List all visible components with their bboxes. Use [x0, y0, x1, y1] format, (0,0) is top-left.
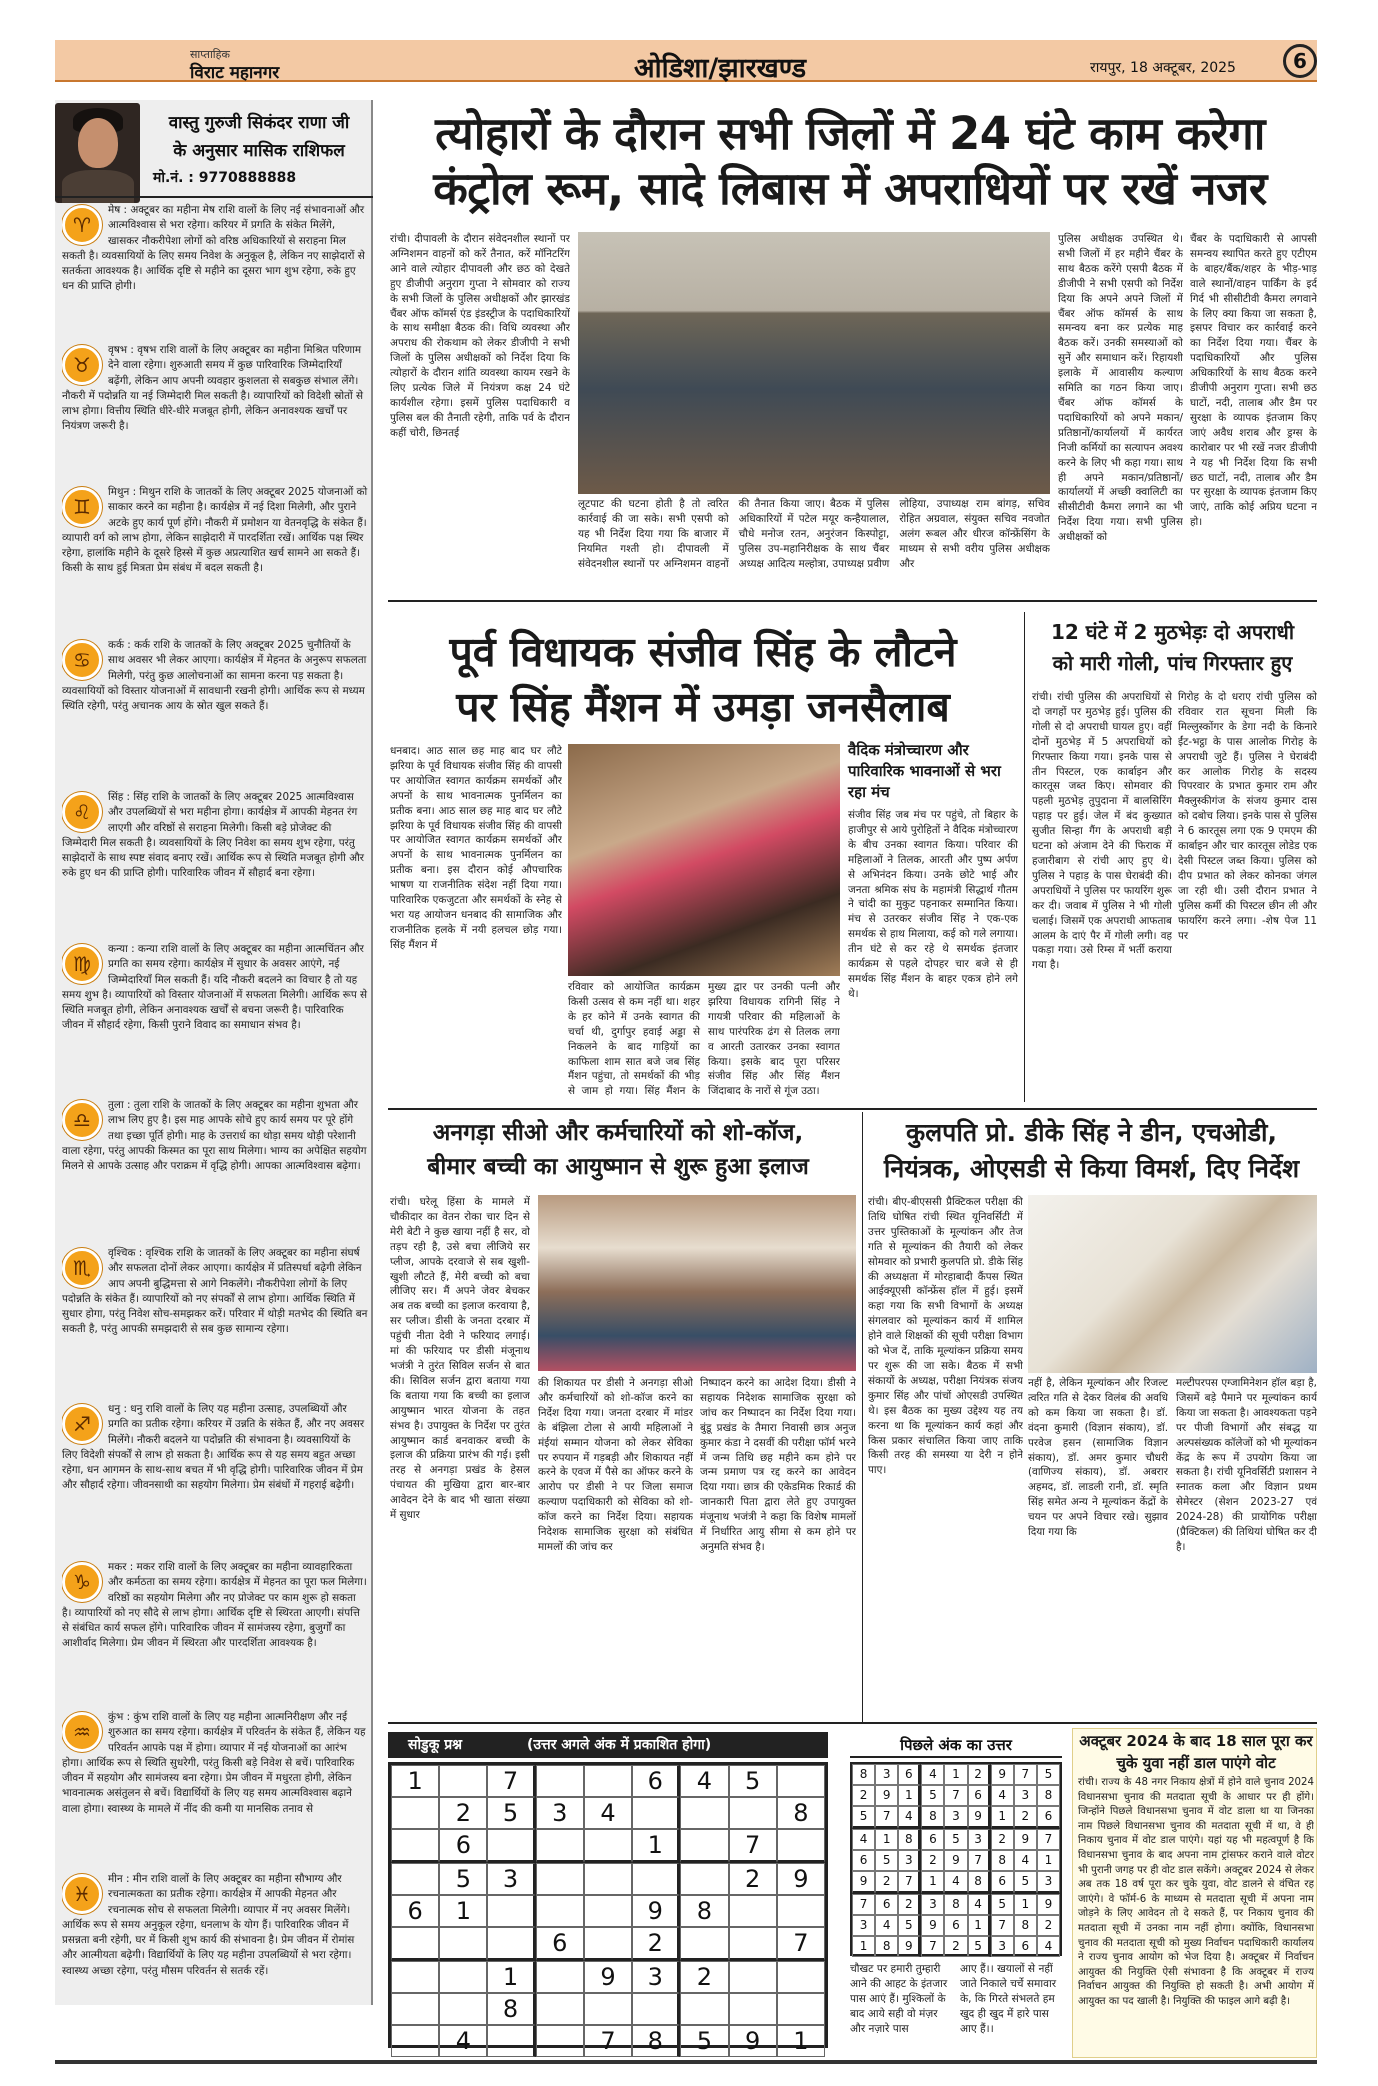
sudoku-cell [584, 1895, 632, 1927]
sign-aries [62, 203, 368, 331]
answer-cell: 6 [875, 1894, 898, 1915]
answer-cell: 5 [991, 1894, 1014, 1915]
story2-headline-line1: पूर्व विधायक संजीव सिंह के लौटने [449, 628, 957, 676]
sign-text: वृश्चिक : वृश्चिक राशि के जातकों के लिए अक्टूबर का महीना संघर्ष और सफलता दोनों लेकर आएगा। कार्यक्षेत्र में प्रतिस्पर्धा बढ़ेगी लेकिन आप अपनी बुद्धिमत्ता से आगे निकलेंगे। नौकरीपेशा लोगों के लिए पदोन्नति के संकेत हैं। व्यापारियों को नए संपर्कों से लाभ होगा। आर्थिक स्थिति में सुधार होगा, परंतु निवेश सोच-समझकर करें। परिवार में थोड़ी मतभेद की स्थिति बन सकती है, परंतु आपकी समझदारी से सब कुछ सामान्य रहेगा। [62, 1247, 368, 1336]
story4-headline-line2: बीमार बच्ची का आयुष्मान से शुरू हुआ इलाज [427, 1154, 809, 1180]
answer-cell: 8 [944, 1894, 967, 1915]
sudoku-cell: 5 [680, 2025, 728, 2057]
answer-cell: 7 [944, 1785, 967, 1806]
answer-cell: 1 [921, 1871, 944, 1894]
answer-cell: 1 [852, 1936, 875, 1957]
story1-under-photo: लूटपाट की घटना होती है तो त्वरित कार्रवाई की जा सके। सभी एसपी को यह भी निर्देश दिया गया कि बाजार में नियमित गश्ती हो। दीपावली में संवेदनशील स्थानों पर अग्निशमन वाहनों की तैनात किया जाए। बैठक में पुलिस अधिकारियों में पटेल मयूर कन्हैयालाल, चौधे मनोज रतन, अनुरंजन किस्पोट्टा, पुलिस उप-महानिरीक्षक के साथ चैंबर अध्यक्ष आदित्य मल्होत्रा, उपाध्यक्ष प्रवीण लोहिया, उपाध्यक्ष राम बांगड़, सचिव रोहित अग्रवाल, संयुक्त सचिव नवजोत अलंग रूबल और धीरज कॉन्फ्रेंसिंग के माध्यम से सभी वरीय पुलिस अधीक्षक और [578, 498, 1050, 570]
answer-cell: 5 [921, 1785, 944, 1806]
answer-cell: 4 [944, 1871, 967, 1894]
sudoku-grid [388, 1762, 828, 2055]
sudoku-cell [536, 2025, 584, 2057]
story3-column2: गिरोह के दो धराए रांची पुलिस को रविवार रात सूचना मिली कि मिल्लुस्कोंगर के डेगा नदी के किनारे ईंट-भट्ठा के पास आलोक गिरोह के अपराधी जुटे हैं। पुलिस ने घेराबंदी कर आलोक गिरोह के सदस्य पिपरवार के प्रभात कुमार राम और मैक्लुस्कीगंज के संजय कुमार दास को दबोच लिया। इनके पास से पुलिस ने 6 कारतूस लगा एक 9 एमएम की कार्बाइन और चार कारतूस लोडेड एक देसी पिस्टल जब्त किया। पुलिस को दीप प्रभात को लेकर कोनका जंगल जा रही थी। उसी दौरान प्रभात ने पुलिस कर्मी की पिस्टल छीन ली और फायरिंग करने लगा। -शेष पेज 11 पर [1178, 691, 1317, 942]
answer-cell: 9 [991, 1764, 1014, 1785]
answer-cell: 4 [921, 1764, 944, 1785]
sudoku-cell [680, 1927, 728, 1961]
answer-cell: 4 [991, 1785, 1014, 1806]
story4-photo [538, 1195, 856, 1371]
sudoku-cell: 3 [487, 1863, 535, 1895]
story1-photo [578, 232, 1050, 494]
sudoku-cell: 7 [729, 1829, 777, 1863]
sudoku-cell: 6 [439, 1829, 487, 1863]
answer-cell: 9 [968, 1806, 991, 1829]
taurus-icon: ♉ [62, 345, 102, 385]
sudoku-cell: 5 [439, 1863, 487, 1895]
sudoku-header [388, 1732, 828, 1758]
answer-cell: 7 [991, 1915, 1014, 1936]
sudoku-cell: 7 [777, 1927, 825, 1961]
sudoku-cell [680, 1797, 728, 1829]
sudoku-cell [777, 1895, 825, 1927]
sudoku-cell [777, 1765, 825, 1797]
answer-cell: 7 [968, 1850, 991, 1871]
divider [55, 196, 373, 198]
divider [388, 600, 1317, 602]
answer-cell: 9 [944, 1850, 967, 1871]
sign-cancer [62, 638, 368, 760]
story3-headline-line1: 12 घंटे में 2 मुठभेड़ः दो अपराधी [1050, 620, 1295, 644]
sudoku-cell [536, 1961, 584, 1993]
sudoku-cell: 3 [632, 1961, 680, 1993]
answer-cell: 4 [1037, 1936, 1060, 1957]
sudoku-cell [729, 1961, 777, 1993]
sudoku-cell: 7 [584, 2025, 632, 2057]
story2-under-photo: रविवार को आयोजित कार्यक्रम किसी उत्सव से कम नहीं था। शहर के हर कोने में उनके स्वागत की चर्चा थी, दुर्गापुर हवाई अड्डा से निकलने के बाद गाड़ियों का काफिला शाम सात बजे जब सिंह मैंशन पहुंचा, तो समर्थकों की भीड़ से जाम हो गया। सिंह मैंशन के मुख्य द्वार पर उनकी पत्नी और झरिया विधायक रागिनी सिंह ने गायत्री परिवार की महिलाओं के साथ पारंपरिक ढंग से तिलक लगा व आरती उतारकर उनका स्वागत किया। इसके बाद पूरा परिसर संजीव सिंह और सिंह मैंशन जिंदाबाद के नारों से गूंज उठा। [568, 981, 840, 1098]
sudoku-cell [536, 1829, 584, 1863]
guru-mobile: मो.नं. : 9770888888 [153, 170, 297, 186]
answer-cell: 8 [852, 1764, 875, 1785]
sign-text: कुंभ : कुंभ राशि वालों के लिए यह महीना आत्मनिरीक्षण और नई शुरुआत का समय रहेगा। कार्यक्षेत्र में परिवर्तन के संकेत हैं, लेकिन यह परिवर्तन आपके पक्ष में होगा। व्यापार में नई योजनाओं का आरंभ होगा। आर्थिक रूप से स्थिति सुधरेगी, परंतु किसी बड़े निवेश से बचें। पारिवारिक जीवन में सहयोग और सामंजस्य बना रहेगा। प्रेम जीवन में मधुरता होगी, लेकिन भावनात्मक असंतुलन से बचें। विद्यार्थियों के लिए यह समय आत्मविश्वास बढ़ाने वाला होगा। स्वास्थ्य के मामले में नींद की कमी या मानसिक तनाव से [62, 1711, 366, 1815]
sudoku-cell: 6 [536, 1927, 584, 1961]
story3-column1: रांची। रांची पुलिस की अपराधियों से दो जगहों पर मुठभेड़ हुई। पुलिस की गोली से दो अपराधी घायल हुए। वहीं दोनों मुठभेड़ में 5 अपराधियों को गिरफ्तार किया गया। इनके पास से तीन पिस्टल, एक कार्बाइन और कारतूस जब्त किए। सोमवार की पहली मुठभेड़ तुपुदाना में बालसिरिंग पहाड़ पर हुई। जेल में बंद कुख्यात सुजीत सिन्हा गैंग के अपराधी बड़ी घटना को अंजाम देने की फिराक में हजारीबाग से रांची आए हुए थे। पुलिस ने पहाड़ के पास घेराबंदी की। अपराधियों ने पुलिस पर फायरिंग शुरू कर दी। जवाब में पुलिस ने भी गोली चलाई। जिसमें एक अपराधी आफताब आलम के दाएं पैर में गोली लगी। वह पकड़ा गया। उसे रिम्स में भर्ती कराया गया है। [1032, 691, 1172, 972]
sign-scorpio [62, 1246, 368, 1386]
poem-right: आए हैं।। खयालों से नहीं जाते निकाले चर्चे समावार के, कि गिरते संभलते हम खुद ही खुद में हारे पास आए हैं।। [960, 1963, 1057, 2035]
sudoku-cell: 6 [391, 1895, 439, 1927]
sudoku-cell: 5 [729, 1765, 777, 1797]
answer-cell: 3 [1014, 1785, 1037, 1806]
sudoku-cell [487, 1927, 535, 1961]
answer-cell: 3 [1037, 1871, 1060, 1894]
answer-cell: 7 [898, 1871, 921, 1894]
answer-cell: 8 [1014, 1915, 1037, 1936]
sudoku-cell [439, 1765, 487, 1797]
story1-headline-line1: त्योहारों के दौरान सभी जिलों में 24 घंटे काम करेगा [435, 107, 1265, 160]
sign-text: कन्या : कन्या राशि वालों के लिए अक्टूबर का महीना आत्मचिंतन और प्रगति का समय रहेगा। कार्यक्षेत्र में सुधार के अवसर आएंगे, नई जिम्मेदारियाँ मिल सकती हैं। यदि नौकरी बदलने का विचार है तो यह समय शुभ है। व्यापारियों को विस्तार योजनाओं में सफलता मिलेगी। आर्थिक रूप से स्थिति मजबूत होगी, लेकिन अनावश्यक खर्चों से बचना जरूरी है। पारिवारिक जीवन में सौहार्द रहेगा, किसी पुराने विवाद का समाधान संभव है। [62, 943, 368, 1032]
story1-column1: रांची। दीपावली के दौरान संवेदनशील स्थानों पर अग्निशमन वाहनों को करें तैनात, करें मॉनिटरिंग आने वाले त्योहार दीपावली और छठ को देखते हुए डीजीपी अनुराग गुप्ता ने सोमवार को राज्य के सभी जिलों के पुलिस अधीक्षकों और झारखंड चैंबर ऑफ कॉमर्स एंड इंडस्ट्रीज के पदाधिकारियों के साथ समीक्षा बैठक की। विधि व्यवस्था और अपराध की रोकथाम को लेकर डीजीपी ने सभी जिलों के पुलिस अधीक्षकों को निर्देश दिया कि त्योहारों के दौरान शांति व्यवस्था कायम रखने के लिए प्रत्येक जिले में नियंत्रण कक्ष 24 घंटे कार्यशील रहेगा। इसमें पुलिस पदाधिकारी व पुलिस बल की तैनाती रहेगी, ताकि पर्व के दौरान कहीं चोरी, छिनतई [390, 233, 570, 439]
answer-cell: 1 [898, 1785, 921, 1806]
story5-column1: रांची। बीए-बीएससी प्रैक्टिकल परीक्षा की तिथि घोषित रांची स्थित यूनिवर्सिटी में उत्तर पुस्तिकाओं के मूल्यांकन और तेज गति से मूल्यांकन की तैयारी को लेकर सोमवार को प्रभारी कुलपति प्रो. डीके सिंह की अध्यक्षता में मोरहाबादी कैंपस स्थित आईक्यूएसी कॉन्फ्रेंस हॉल में हुई। इसमें कहा गया कि सभी विभागों के अध्यक्ष संगलवार को मूल्यांकन कार्य में शामिल होने वाले शिक्षकों की सूची परीक्षा विभाग को भेज दें, ताकि मूल्यांकन प्रक्रिया समय पर शुरू की जा सके। बैठक में सभी संकायों के अध्यक्ष, परीक्षा नियंत्रक संजय कुमार सिंह और पांचों ओएसडी उपस्थित थे। इस बैठक का मुख्य उद्देश्य यह तय करना था कि मूल्यांकन कार्य कहां और किस प्रकार संचालित किया जाए ताकि किसी तरह की समस्या या देरी न होने पाए। [868, 1196, 1023, 1477]
sudoku-cell: 8 [777, 1797, 825, 1829]
answer-cell: 9 [875, 1785, 898, 1806]
sudoku-cell [680, 1829, 728, 1863]
divider-vertical [862, 1112, 863, 1722]
answer-cell: 7 [921, 1936, 944, 1957]
answer-cell: 4 [852, 1829, 875, 1850]
answer-cell: 2 [1014, 1806, 1037, 1829]
sudoku-cell: 1 [777, 2025, 825, 2057]
sudoku-cell [439, 1993, 487, 2025]
sign-libra [62, 1098, 368, 1228]
sudoku-cell: 1 [487, 1961, 535, 1993]
sagittarius-icon: ♐ [62, 1404, 102, 1444]
poem-left: चौखट पर हमारी तुम्हारी आने की आहट के इंतजार पास आएं हैं। मुश्किलों के बाद आये सही वो मंज़र और नज़ारे पास [850, 1963, 948, 2035]
sudoku-cell [536, 1765, 584, 1797]
sudoku-cell [584, 1829, 632, 1863]
answer-cell: 8 [991, 1850, 1014, 1871]
answer-cell: 2 [852, 1785, 875, 1806]
bottom-rule [55, 2060, 1317, 2064]
sudoku-cell [680, 1863, 728, 1895]
story4-column3: निष्पादन करने का आदेश दिया। डीसी ने सहायक निदेशक सामाजिक सुरक्षा को जांच कर निष्पादन का निर्देश दिया गया। बुंडू प्रखंड के तैमारा निवासी छात्र अनुज कुमार कंडा ने दसवीं की परीक्षा फॉर्म भरने में जन्म तिथि छह महीने कम होने पर जन्म प्रमाण पत्र रद्द करने का आवेदन दिया गया। छात्र की एकेडमिक रिकार्ड की जानकारी पिता द्वारा लेते हुए उपायुक्त मंजूनाथ भजंत्री ने कहा कि विशेष मामलों में निर्धारित आयु सीमा से कम होने पर अनुमति संभव है। [700, 1377, 856, 1553]
sudoku-cell [584, 1927, 632, 1961]
sudoku-cell [584, 1765, 632, 1797]
sign-capricorn [62, 1560, 368, 1700]
aries-icon: ♈ [62, 205, 102, 245]
answer-cell: 9 [1014, 1829, 1037, 1850]
sudoku-cell [536, 1895, 584, 1927]
answer-cell: 4 [898, 1806, 921, 1829]
answer-cell: 1 [944, 1764, 967, 1785]
answer-cell: 8 [1037, 1785, 1060, 1806]
answer-cell: 7 [875, 1806, 898, 1829]
story4-headline-line1: अनगड़ा सीओ और कर्मचारियों को शो-कॉज, [432, 1120, 804, 1146]
sign-taurus [62, 343, 368, 477]
sudoku-cell [777, 1961, 825, 1993]
answer-cell: 5 [968, 1936, 991, 1957]
answer-cell: 4 [875, 1915, 898, 1936]
answer-cell: 1 [1037, 1850, 1060, 1871]
answer-cell: 5 [1014, 1871, 1037, 1894]
answer-cell: 9 [921, 1915, 944, 1936]
sign-virgo [62, 942, 368, 1092]
answer-cell: 4 [968, 1894, 991, 1915]
answer-cell: 7 [852, 1894, 875, 1915]
issue-date: रायपुर, 18 अक्टूबर, 2025 [1090, 60, 1236, 76]
sudoku-cell: 2 [680, 1961, 728, 1993]
aquarius-icon: ♒ [62, 1712, 102, 1752]
sudoku-cell [487, 1829, 535, 1863]
sudoku-cell: 5 [487, 1797, 535, 1829]
story6-body: रांची। राज्य के 48 नगर निकाय क्षेत्रों में होने वाले चुनाव 2024 विधानसभा चुनाव की मतदाता सूची के आधार पर ही होंगे। जिन्होंने पिछले विधानसभा चुनाव में वोट डाला था या जिनका नाम पिछले विधानसभा चुनाव की मतदाता सूची में था, वे ही निकाय चुनाव में वोट डाल पाएंगे। यहां यह भी महत्वपूर्ण है कि विधानसभा चुनाव के बाद अपना नाम ट्रांसफर कराने वाले वोटर भी पुरानी जगह पर ही वोट डाल सकेंगे। अक्टूबर 2024 से लेकर अब तक 18 वर्ष पूरा कर चुके युवा, वोट डालने से वंचित रह जाएंगे। वे फॉर्म-6 के माध्यम से मतदाता सूची में अपना नाम जोड़ने के लिए आवेदन तो दे सकते हैं, पर निकाय चुनाव की मतदाता सूची में उनका नाम नहीं होगा। क्योंकि, विधानसभा चुनाव की मतदाता सूची को मुख्य निर्वाचन पदाधिकारी कार्यालय ने राज्य चुनाव आयोग को भेज दिया है। अक्टूबर में निर्वाचन आयुक्त की नियुक्ति ऐसी संभावना है कि अक्टूबर में राज्य निर्वाचन आयुक्त की नियुक्ति हो सकती है। अभी आयोग में आयुक्त का पद खाली है। नियुक्ति की फाइल आगे बढ़ी है। [1078, 1777, 1314, 2007]
story2-headline-line2: पर सिंह मैंशन में उमड़ा जनसैलाब [456, 683, 950, 731]
sign-text: मिथुन : मिथुन राशि के जातकों के लिए अक्टूबर 2025 योजनाओं को साकार करने का महीना है। कार्यक्षेत्र में नई दिशा मिलेगी, और पुराने अटके हुए कार्य पूर्ण होंगे। नौकरी में प्रमोशन या वेतनवृद्धि के संकेत हैं। व्यापारी वर्ग को लाभ होगा, लेकिन साझेदारी में पारदर्शिता रखें। आर्थिक पक्ष स्थिर रहेगा, हालांकि महीने के दूसरे हिस्से में कुछ अप्रत्याशित खर्च सामने आ सकते हैं। किसी के साथ हुई मित्रता प्रेम संबंध में बदल सकती है। [62, 486, 368, 575]
answer-cell: 6 [968, 1785, 991, 1806]
sign-pisces [62, 1872, 368, 2002]
answer-cell: 2 [991, 1829, 1014, 1850]
answer-cell: 8 [968, 1871, 991, 1894]
guru-photo-shirt [62, 170, 134, 203]
story1-column1-cont [390, 497, 570, 592]
sudoku-cell [391, 1993, 439, 2025]
answer-cell: 2 [944, 1936, 967, 1957]
answer-cell: 5 [875, 1850, 898, 1871]
virgo-icon: ♍ [62, 944, 102, 984]
sudoku-cell: 4 [439, 2025, 487, 2057]
story2-subhead: वैदिक मंत्रोच्चारण और पारिवारिक भावनाओं से भरा रहा मंच [848, 741, 1001, 801]
masthead-label: साप्ताहिक [190, 48, 230, 61]
answer-cell: 5 [852, 1806, 875, 1829]
answer-cell: 6 [921, 1829, 944, 1850]
sudoku-cell [391, 1961, 439, 1993]
answer-cell: 2 [875, 1871, 898, 1894]
answer-cell: 2 [898, 1894, 921, 1915]
sign-aquarius [62, 1710, 368, 1862]
sudoku-title: सोडुकू प्रश्न [408, 1737, 463, 1753]
guru-name: वास्तु गुरुजी सिकंदर राणा जी [168, 113, 350, 133]
sudoku-cell: 4 [680, 1765, 728, 1797]
answer-cell: 5 [1037, 1764, 1060, 1785]
answer-cell: 1 [968, 1915, 991, 1936]
sudoku-cell: 8 [487, 1993, 535, 2025]
sign-sagittarius [62, 1402, 368, 1550]
sudoku-cell [632, 1863, 680, 1895]
pisces-icon: ♓ [62, 1874, 102, 1914]
sign-text: मकर : मकर राशि वालों के लिए अक्टूबर का महीना व्यावहारिकता और कर्मठता का समय रहेगा। कार्यक्षेत्र में मेहनत का पूरा फल मिलेगा। वरिष्ठों का सहयोग मिलेगा और नए प्रोजेक्ट पर काम शुरू हो सकता है। व्यापारियों को नए सौदे से लाभ होगा। आर्थिक दृष्टि से स्थिरता आएगी। संपत्ति से संबंधित कार्य सफल होंगे। पारिवारिक जीवन में सामंजस्य रहेगा, बुजुर्गों का आशीर्वाद मिलेगा। प्रेम जीवन में स्थिरता और पारदर्शिता आवश्यक है। [62, 1561, 367, 1650]
sudoku-cell [680, 1993, 728, 2025]
answer-cell: 1 [1014, 1894, 1037, 1915]
answer-cell: 8 [898, 1829, 921, 1850]
leo-icon: ♌ [62, 792, 102, 832]
guru-photo-face [78, 118, 118, 168]
sudoku-cell: 3 [536, 1797, 584, 1829]
scorpio-icon: ♏ [62, 1248, 102, 1288]
story4-column2: की शिकायत पर डीसी ने अनगड़ा सीओ और कर्मचारियों को शो-कॉज करने का निर्देश दिया गया। जनता दरबार में मांडर के बंझिला टोला से आयी महिलाओं ने मंईयां सम्मान योजना को लेकर सेविका पर रुपयान में गड़बड़ी और शिकायत नहीं करने के एवज में पैसे का ऑफर करने के आरोप पर डीसी ने पर जिला समाज कल्याण पदाधिकारी को सेविका को शो-कॉज करने का निर्देश दिया। सहायक निदेशक सामाजिक सुरक्षा को संबंधित मामलों की जांच कर [538, 1377, 693, 1553]
sudoku-cell: 9 [777, 1863, 825, 1895]
answer-cell: 5 [898, 1915, 921, 1936]
answer-cell: 4 [1014, 1850, 1037, 1871]
sign-text: कर्क : कर्क राशि के जातकों के लिए अक्टूबर 2025 चुनौतियों के साथ अवसर भी लेकर आएगा। कार्यक्षेत्र में मेहनत के अनुरूप सफलता मिलेगी, परंतु कुछ आलोचनाओं का सामना करना पड़ सकता है। व्यवसायियों को विस्तार योजनाओं में सावधानी रखनी होगी। आर्थिक रूप से मध्यम स्थिति रहेगी, परंतु अचानक आय के स्रोत खुल सकते हैं। [62, 639, 367, 713]
answer-cell: 2 [921, 1850, 944, 1871]
answer-cell: 9 [852, 1871, 875, 1894]
answer-cell: 1 [991, 1806, 1014, 1829]
answer-cell: 6 [1037, 1806, 1060, 1829]
answer-cell: 3 [991, 1936, 1014, 1957]
sign-text: सिंह : सिंह राशि के जातकों के लिए अक्टूबर 2025 आत्मविश्वास और उपलब्धियों से भरा महीना होगा। कार्यक्षेत्र में आपकी मेहनत रंग लाएगी और वरिष्ठों से सराहना मिलेगी। किसी बड़े प्रोजेक्ट की जिम्मेदारी मिल सकती है। व्यवसायियों के लिए निवेश का समय शुभ रहेगा, परंतु साझेदारों के साथ स्पष्ट संवाद बनाए रखें। आर्थिक रूप से स्थिति मजबूत होगी और रुके हुए धन की प्राप्ति होगी। पारिवारिक जीवन में सौहार्द बना रहेगा। [62, 791, 364, 880]
story2-photo [568, 744, 840, 976]
sudoku-cell [632, 1993, 680, 2025]
section-title: ओडिशा/झारखण्ड [633, 53, 807, 84]
story5-photo [1028, 1195, 1317, 1373]
answer-cell: 6 [991, 1871, 1014, 1894]
sign-leo [62, 790, 368, 930]
sudoku-note: (उत्तर अगले अंक में प्रकाशित होगा) [526, 1737, 712, 1753]
sudoku-cell [584, 1993, 632, 2025]
sudoku-cell [439, 1927, 487, 1961]
answer-cell: 2 [968, 1764, 991, 1785]
story5-column2: नहीं है, लेकिन मूल्यांकन और रिजल्ट त्वरित गति से देकर विलंब की अवधि को कम किया जा सकता है। डॉ. वंदना कुमारी (विज्ञान संकाय), डॉ. परवेज हसन (सामाजिक विज्ञान संकाय), डॉ. अमर कुमार चौधरी (वाणिज्य संकाय), डॉ. अबरार अहमद, डॉ. लाडली रानी, डॉ. स्मृति सिंह समेत अन्य ने मूल्यांकन केंद्रों के चयन पर अपने विचार रखे। सुझाव दिया गया कि [1028, 1377, 1168, 1539]
answer-cell: 3 [921, 1894, 944, 1915]
answer-cell: 3 [944, 1806, 967, 1829]
sign-text: धनु : धनु राशि वालों के लिए यह महीना उत्साह, उपलब्धियों और प्रगति का प्रतीक रहेगा। करियर में उन्नति के संकेत हैं, और नए अवसर मिलेंगे। नौकरी बदलने या पदोन्नति की संभावना है। व्यवसायियों के लिए विदेशी संपर्कों से लाभ हो सकता है। आर्थिक रूप से यह समय बहुत अच्छा रहेगा, धन आगमन के साथ-साथ बचत में भी वृद्धि होगी। पारिवारिक जीवन में प्रेम और सौहार्द रहेगा। जीवनसाथी का सहयोग मिलेगा। प्रेम संबंधों में गहराई बढ़ेगी। [62, 1403, 365, 1492]
story2-column1: धनबाद। आठ साल छह माह बाद घर लौटे झरिया के पूर्व विधायक संजीव सिंह की वापसी पर आयोजित स्वागत कार्यक्रम समर्थकों और अपनों के साथ भावनात्मक पुनर्मिलन का प्रतीक बना। आठ साल छह माह बाद घर लौटे झरिया के पूर्व विधायक संजीव सिंह की वापसी पर आयोजित स्वागत कार्यक्रम समर्थकों और अपनों के साथ भावनात्मक पुनर्मिलन का प्रतीक बना। इस दौरान कोई औपचारिक भाषण या राजनीतिक संदेश नहीं दिया गया। पारिवारिक एकजुटता और समर्थकों के स्नेह से भरा यह आयोजन धनबाद की सामाजिक और राजनीतिक हलके में नयी हलचल छोड़ गया। सिंह मैंशन में [390, 745, 562, 951]
sudoku-cell [391, 2025, 439, 2057]
sudoku-cell: 9 [584, 1961, 632, 1993]
sign-gemini [62, 485, 368, 631]
story1-column5: चैंबर के पदाधिकारी से आपसी समन्वय स्थापित करते हुए एटीएम के बाहर/बैंक/शहर के भीड़-भाड़ वाले स्थानों/वाहन पार्किंग के इर्द गिर्द भी सीसीटीवी कैमरा लगवाने के लिए क्या किया जा सकता है, इसपर विचार कर कार्रवाई करने का निर्देश दिया गया। चैंबर के पदाधिकारियों और पुलिस अधिकारियों के साथ बैठक करने डीजीपी अनुराग गुप्ता। सभी छठ घाटों, नदी, तालाब और डैम पर सुरक्षा के व्यापक इंतजाम किए जाएं अवैध शराब और ड्रग्स के कारोबार पर भी रखें नजर डीजीपी ने यह भी निर्देश दिया कि सभी छठ घाटों, नदी, तालाब और डैम पर सुरक्षा के व्यापक इंतजाम किए जाएं, ताकि कोई अप्रिय घटना न हो। [1190, 233, 1317, 529]
answer-cell: 8 [875, 1936, 898, 1957]
answer-cell: 9 [1037, 1894, 1060, 1915]
sudoku-cell [487, 1895, 535, 1927]
answer-cell: 6 [852, 1850, 875, 1871]
sudoku-cell [777, 1829, 825, 1863]
answer-cell: 8 [921, 1806, 944, 1829]
sudoku-cell: 6 [632, 1765, 680, 1797]
sudoku-cell: 4 [584, 1797, 632, 1829]
guru-subtitle: के अनुसार मासिक राशिफल [173, 141, 345, 161]
answer-cell: 7 [1037, 1829, 1060, 1850]
sudoku-cell [536, 1863, 584, 1895]
sudoku-cell [487, 2025, 535, 2057]
answer-cell: 3 [875, 1764, 898, 1785]
story5-headline-line1: कुलपति प्रो. डीके सिंह ने डीन, एचओडी, [906, 1118, 1277, 1147]
divider [388, 1108, 1317, 1110]
story1-column4: पुलिस अधीक्षक उपस्थित थे। सभी जिलों में हर महीने चैंबर के साथ बैठक करेंगे एसपी बैठक में डीजीपी ने सभी एसपी को निर्देश दिया कि अपने अपने जिलों में चैंबर ऑफ कॉमर्स के साथ समन्वय बना कर प्रत्येक माह बैठक करें। उनकी समस्याओं को सुनें और समाधान करें। रिहायशी इलाके में आवासीय कल्याण समिति का गठन किया जाए। चैंबर ऑफ कॉमर्स के पदाधिकारियों को अपने मकान/प्रतिष्ठानों/कार्यालयों में कार्यरत निजी कर्मियों का सत्यापन अवश्य करने के लिए भी कहा गया। साथ ही अपने मकान/प्रतिष्ठानों/कार्यालयों में अच्छी क्वालिटी का सीसीटीवी कैमरा लगाने का भी निर्देश दिया गया। सभी पुलिस अधीक्षकों को [1058, 233, 1183, 544]
sudoku-cell: 2 [729, 1863, 777, 1895]
story5-column3: मल्टीपरपस एग्जामिनेशन हॉल बड़ा है, जिसमें बड़े पैमाने पर मूल्यांकन कार्य किया जा सकता है। आवश्यकता पड़ने पर पीजी विभागों और संबद्ध या अल्पसंख्यक कॉलेजों को भी मूल्यांकन केंद्र के रूप में उपयोग किया जा सकता है। रांची यूनिवर्सिटी प्रशासन ने स्नातक कला और विज्ञान प्रथम सेमेस्टर (सेशन 2023-27 एवं 2024-28) की प्रायोगिक परीक्षा (प्रैक्टिकल) की तिथियां घोषित कर दी है। [1176, 1377, 1317, 1553]
sudoku-cell: 1 [439, 1895, 487, 1927]
sudoku-cell [729, 1993, 777, 2025]
sudoku-cell [584, 1863, 632, 1895]
sudoku-cell: 8 [632, 2025, 680, 2057]
paper-name: विराट महानगर [190, 63, 280, 83]
sudoku-cell [391, 1927, 439, 1961]
answer-cell: 6 [944, 1915, 967, 1936]
sudoku-cell [777, 1993, 825, 2025]
answer-cell: 3 [968, 1829, 991, 1850]
story3-headline-line2: को मारी गोली, पांच गिरफ्तार हुए [1052, 651, 1293, 675]
cancer-icon: ♋ [62, 640, 102, 680]
sudoku-cell [536, 1993, 584, 2025]
sudoku-cell [729, 1927, 777, 1961]
answer-cell: 7 [1014, 1764, 1037, 1785]
sign-text: मीन : मीन राशि वालों के लिए अक्टूबर का महीना सौभाग्य और रचनात्मकता का प्रतीक रहेगा। कार्यक्षेत्र में आपकी मेहनत और रचनात्मक सोच से सफलता मिलेगी। व्यापार में नए अवसर मिलेंगे। आर्थिक रूप से समय अनुकूल रहेगा, धनलाभ के योग हैं। पारिवारिक जीवन में प्रसन्नता बनी रहेगी, घर में किसी शुभ कार्य की संभावना है। प्रेम जीवन में रोमांस और आत्मीयता बढ़ेगी। विद्यार्थियों के लिए यह महीना उपलब्धियों से भरा रहेगा। स्वास्थ्य अच्छा रहेगा, परंतु मौसम परिवर्तन से सतर्क रहें। [62, 1873, 355, 1977]
answer-grid [850, 1762, 1062, 1956]
sudoku-cell: 8 [680, 1895, 728, 1927]
sudoku-cell [391, 1863, 439, 1895]
story1-headline-line2: कंट्रोल रूम, सादे लिबास में अपराधियों पर रखें नजर [433, 162, 1267, 215]
sign-text: तुला : तुला राशि के जातकों के लिए अक्टूबर का महीना शुभता और लाभ लिए हुए है। इस माह आपके सोचे हुए कार्य समय पर पूरे होंगे तथा इच्छा पूर्ति होगी। माह के उत्तरार्ध का थोड़ा समय थोड़ी परेशानी वाला रहेगा, परंतु आपकी किस्मत का पूरा साथ मिलेगा। भाग्य का अपेक्षित सहयोग मिलने से आपके उत्साह और पराक्रम में वृद्धि होगी। आपका आत्मविश्वास बढ़ेगा। [62, 1099, 367, 1173]
divider [388, 1722, 1317, 1724]
sudoku-cell [391, 1797, 439, 1829]
page-number: 6 [1283, 44, 1317, 78]
answer-cell: 2 [1037, 1915, 1060, 1936]
sudoku-cell: 9 [632, 1895, 680, 1927]
sudoku-cell [729, 1895, 777, 1927]
answer-cell: 5 [944, 1829, 967, 1850]
sudoku-cell [439, 1961, 487, 1993]
sudoku-cell [391, 1829, 439, 1863]
answer-title: पिछले अंक का उत्तर [850, 1732, 1062, 1758]
capricorn-icon: ♑ [62, 1562, 102, 1602]
answer-cell: 6 [898, 1764, 921, 1785]
story6-headline: अक्टूबर 2024 के बाद 18 साल पूरा कर चुके युवा नहीं डाल पाएंगे वोट [1079, 1732, 1313, 1772]
answer-cell: 6 [1014, 1936, 1037, 1957]
answer-cell: 3 [898, 1850, 921, 1871]
divider-vertical [1024, 612, 1025, 1102]
answer-cell: 9 [898, 1936, 921, 1957]
story2-right-column: संजीव सिंह जब मंच पर पहुंचे, तो बिहार के हाजीपुर से आये पुरोहितों ने वैदिक मंत्रोच्चारण के बीच उनका स्वागत किया। परिवार की महिलाओं ने तिलक, आरती और पुष्प अर्पण से अभिनंदन किया। उनके छोटे भाई और जनता श्रमिक संघ के महामंत्री सिद्धार्थ गौतम ने चांदी का मुकुट पहनाकर सम्मानित किया। मंच से उतरकर संजीव सिंह ने एक-एक समर्थक से हाथ मिलाया, कई को गले लगाया। तीन घंटे से कर रहे थे समर्थक इंतजार कार्यक्रम से पहले दोपहर चार बजे से ही समर्थक सिंह मैंशन के बाहर एकत्र होने लगे थे। [848, 809, 1018, 1000]
sudoku-cell: 1 [391, 1765, 439, 1797]
sudoku-cell: 1 [632, 1829, 680, 1863]
sudoku-cell [632, 1797, 680, 1829]
sudoku-cell: 9 [729, 2025, 777, 2057]
sudoku-cell: 2 [632, 1927, 680, 1961]
answer-cell: 3 [852, 1915, 875, 1936]
sudoku-cell [729, 1797, 777, 1829]
story4-column1: रांची। घरेलू हिंसा के मामले में चौकीदार का वेतन रोका चार दिन से मेरी बेटी ने कुछ खाया नहीं है सर, वो तड़प रही है, उसे बचा लीजिये सर प्लीज, आपके दरवाजे से सब खुशी-खुशी लौटते हैं, मेरी बच्ची को बचा लीजिए सर। मैं अपने जेवर बेचकर अब तक बच्ची का इलाज करवाया है, सर प्लीज। डीसी के जनता दरबार में पहुंची नीता देवी ने फरियाद लगाई। मां की फरियाद पर डीसी मंजूनाथ भजंत्री ने तुरंत सिविल सर्जन से बात की। सिविल सर्जन द्वारा बताया गया कि बताया गया कि बच्ची का इलाज आयुष्मान भारत योजना के तहत संभव है। उपायुक्त के निर्देश पर तुरंत आयुष्मान कार्ड बनवाकर बच्ची के इलाज की प्रक्रिया प्रारंभ की गई। इसी तरह से अनगड़ा प्रखंड के हेसल पंचायत की मुखिया द्वारा बार-बार आवेदन देने के बाद भी खाता संख्या में सुधार [390, 1196, 530, 1522]
gemini-icon: ♊ [62, 487, 102, 527]
answer-cell: 1 [875, 1829, 898, 1850]
libra-icon: ♎ [62, 1100, 102, 1140]
sign-text: मेष : अक्टूबर का महीना मेष राशि वालों के लिए नई संभावनाओं और आत्मविश्वास से भरा रहेगा। करियर में प्रगति के संकेत मिलेंगे, खासकर नौकरीपेशा लोगों को वरिष्ठ अधिकारियों से सराहना मिल सकती है। व्यवसायियों के लिए समय निवेश के अनुकूल है, लेकिन नए साझेदारों से सतर्कता आवश्यक है। आर्थिक दृष्टि से महीने का दूसरा भाग शुभ रहेगा, रुके हुए धन की प्राप्ति होगी। [62, 204, 365, 293]
story5-headline-line2: नियंत्रक, ओएसडी से किया विमर्श, दिए निर्देश [883, 1154, 1300, 1183]
sudoku-cell: 2 [439, 1797, 487, 1829]
sign-text: वृषभ : वृषभ राशि वालों के लिए अक्टूबर का महीना मिश्रित परिणाम देने वाला रहेगा। शुरुआती समय में कुछ पारिवारिक जिम्मेदारियाँ बढ़ेंगी, लेकिन आप अपनी व्यवहार कुशलता से सबकुछ संभाल लेंगे। नौकरी में पदोन्नति या नई जिम्मेदारी मिल सकती है। व्यापारियों को विदेशी स्रोतों से लाभ होगा। वित्तीय स्थिति धीरे-धीरे मजबूत होगी, लेकिन अनावश्यक खर्चों पर नियंत्रण जरूरी है। [62, 344, 364, 433]
sudoku-cell: 7 [487, 1765, 535, 1797]
